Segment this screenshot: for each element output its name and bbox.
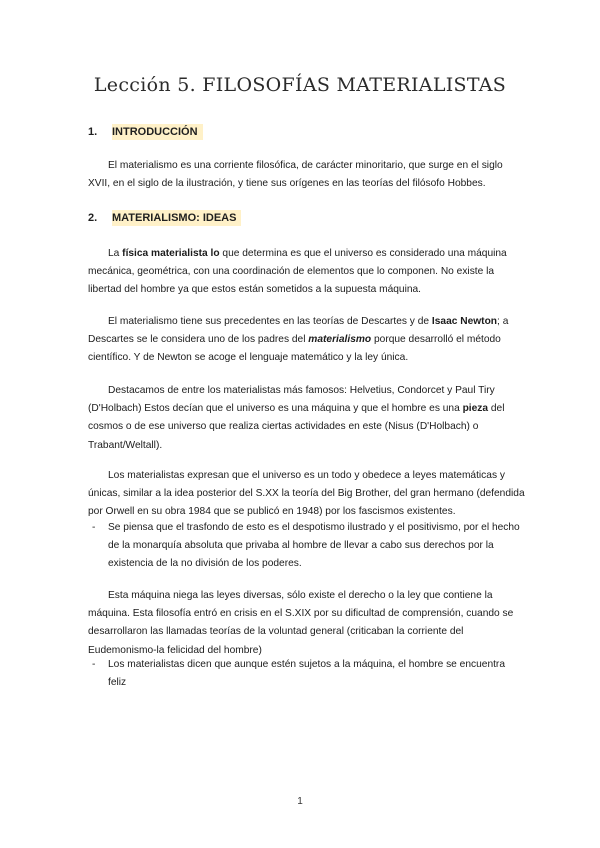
paragraph-materialistas-famosos: Destacamos de entre los materialistas más famosos: Helvetius, Condorcet y Paul Tiry (D'Holbach) Estos decían que el universo es una máquina y que el hombre es una pieza del cosmos o de ese universo que realiza ciertas actividades en este (Nisus (D'Holbach) o Trabant/Weltall). — [88, 385, 505, 451]
page-title: Lección 5. FILOSOFÍAS MATERIALISTAS — [93, 74, 507, 96]
bold-term: pieza — [462, 403, 489, 415]
page-number: 1 — [297, 796, 303, 807]
bullet-dash: - — [92, 659, 96, 670]
list-item: - Los materialistas dicen que aunque estén sujetos a la máquina, el hombre se encuentra feliz — [92, 656, 524, 692]
bullet-dash: - — [92, 522, 96, 533]
paragraph-big-brother: Los materialistas expresan que el universo es un todo y obedece a leyes matemáticas y únicas, similar a la idea posterior del S.XX la teoría del Big Brother, del gran hermano (defendida por Orwell en su obra 1984 que se publicó en 1948) por los fascismos existentes. — [88, 470, 525, 518]
paragraph-fisica: La física materialista lo que determina es que el universo es considerado una máquina mecánica, geométrica, con una coordinación de elementos que lo componen. No existe la libertad del hombre ya que estos están sometidos a la supuesta máquina. — [88, 248, 507, 296]
bold-term: física materialista lo — [122, 248, 220, 259]
intro-text: El materialismo es una corriente filosófica, de carácter minoritario, que surge en el siglo XVII, en el siglo de la ilustración, y tiene sus orígenes en las teorías del filósofo Hobbes. — [88, 160, 503, 190]
section-title: MATERIALISMO: IDEAS — [112, 210, 241, 226]
section-number: 2. — [88, 212, 98, 224]
section-number: 1. — [88, 126, 98, 138]
paragraph-maquina: Esta máquina niega las leyes diversas, sólo existe el derecho o la ley que contiene la máquina. Esta filosofía entró en crisis en el S.XIX por su dificultad de comprensión, cuando se desarrollaron las llamadas teorías de la voluntad general (criticaban la corriente del Eudemonismo-la felicidad del hombre) — [88, 590, 514, 656]
section-heading-introduccion — [88, 122, 203, 142]
intro-paragraph — [88, 157, 526, 193]
section-title: INTRODUCCIÓN — [112, 124, 203, 140]
section-heading-materialismo — [88, 208, 241, 228]
paragraph-precedentes: El materialismo tiene sus precedentes en las teorías de Descartes y de Isaac Newton; a Descartes se le considera uno de los padres del materialismo porque desarrolló el método científico. Y de Newton se acoge el lenguaje matemático y la ley única. — [88, 316, 509, 364]
list-item: - Se piensa que el trasfondo de esto es el despotismo ilustrado y el positivismo, por el hecho de la monarquía absoluta que privaba al hombre de llevar a cabo sus derechos por la existencia de la no división de los poderes. — [92, 519, 524, 574]
bold-term: Isaac Newton — [431, 316, 498, 327]
emphasis-term: materialismo — [308, 334, 372, 346]
